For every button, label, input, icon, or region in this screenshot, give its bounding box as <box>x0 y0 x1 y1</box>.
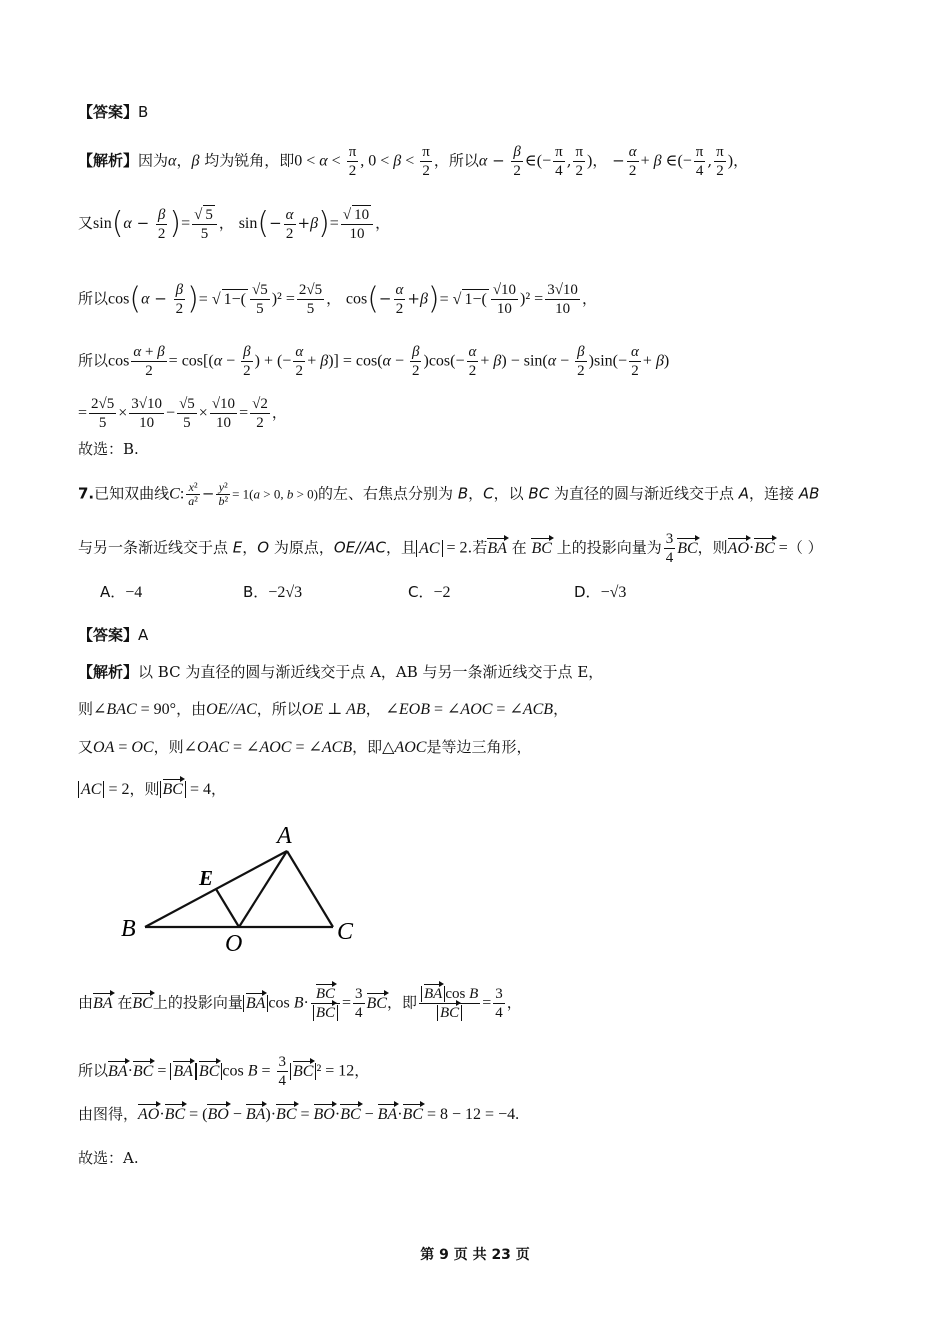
option-c: C．−2 <box>408 583 451 601</box>
page-footer: 第 9 页 共 23 页 <box>420 1247 530 1263</box>
q6-analysis-line3: 所以cos(α − $\frac{\beta}{2}$ )= √ 1−( $\frac{√5}{5}$ )² = $\frac{2√5}{5}$ ， cos(− $\frac{\alpha}{2}$ +β)= √ 1−( $\frac{√10}{10}$ )² = $\frac{3√10}{10}$ ， <box>78 281 597 317</box>
label-o: O <box>225 931 243 955</box>
label-b: B <box>121 916 136 942</box>
q6-analysis-line5: = $\frac{2√5}{5}$ × $\frac{3√10}{10}$ − $\frac{√5}{5}$ × $\frac{√10}{10}$ = $\frac{√2}{2}$ ， <box>78 396 287 431</box>
q7-analysis-line7: 由图得，AO·BC = (BO − BA)·BC = BO·BC − BA·BC = 8 − 12 = −4. <box>78 1105 520 1123</box>
q6-analysis-line1: 【解析】因为α，β 均为锐角，即0 < α < $\frac{\pi}{2}$ , 0 < β < $\frac{\pi}{2}$ ，所以α − $\frac{\beta}{2}$ ∈(− $\frac{\pi}{4}$ , $\frac{\pi}{2}$ )， − $\frac{\alpha}{2}$ + β ∈(− $\frac{\pi}{4}$ , $\frac{\pi}{2}$ )， <box>78 144 749 179</box>
segment-ac <box>287 851 333 927</box>
q7-analysis-line3: 又OA = OC，则∠OAC = ∠AOC = ∠ACB，即△AOC是等边三角形， <box>78 738 532 756</box>
q7-analysis-line1: 【解析】以 BC 为直径的圆与渐近线交于点 A，AB 与另一条渐近线交于点 E， <box>78 663 604 681</box>
option-d: D．−√3 <box>574 583 627 601</box>
q6-conclusion: 故选：B. <box>78 440 139 458</box>
q7-analysis-line6: 所以BA·BC = BA BC cos B = $\frac{3}{4}$ BC ² = 12， <box>78 1054 370 1089</box>
q7-conclusion: 故选：A. <box>78 1149 139 1167</box>
q7-analysis-line5: 由BA 在BC上的投影向量 BA cos B· $\frac{BC}{BC}$ = $\frac{3}{4}$ BC，即 $\frac{\text{BA cos B}}{BC}$ = $\frac{3}{4}$ ， <box>78 986 522 1021</box>
option-b: B．−2√3 <box>243 583 303 601</box>
option-a: A．−4 <box>100 583 143 601</box>
label-a: A <box>277 823 292 849</box>
segment-eo <box>216 889 239 927</box>
q6-analysis-line4: 所以cos $\frac{\alpha + \beta}{2}$ = cos[(α − $\frac{\beta}{2}$ ) + (− $\frac{\alpha}{2}$ + β)] = cos(α − $\frac{\beta}{2}$ )cos(− $\frac{\alpha}{2}$ + β) − sin(α − $\frac{\beta}{2}$ )sin(− $\frac{\alpha}{2}$ + β) <box>78 344 670 379</box>
q6-answer: 【答案】B <box>78 103 149 121</box>
q6-analysis-line2: 又sin(α − $\frac{\beta}{2}$ )= $\frac{√ 5}{5}$ ， sin(− $\frac{\alpha}{2}$ +β)= $\frac{√ 10}{10}$ ， <box>78 206 391 242</box>
label-e: E <box>199 866 214 890</box>
q7-analysis-line4: AC = 2，则 BC = 4， <box>78 779 226 800</box>
triangle-diagram <box>115 815 365 955</box>
q7-answer: 【答案】A <box>78 626 149 644</box>
segment-ao <box>239 851 287 927</box>
q7-analysis-line2: 则∠BAC = 90°，由OE//AC，所以OE ⊥ AB， ∠EOB = ∠AOC = ∠ACB， <box>78 700 569 718</box>
q7-stem-line2: 与另一条渐近线交于点 E，O 为原点，OE//AC，且 AC = 2.若BA 在 BC 上的投影向量为 $\frac{3}{4}$ BC，则AO·BC =（ ） <box>78 531 823 566</box>
label-c: C <box>337 919 354 945</box>
q7-stem-line1: 7.已知双曲线C: $\frac{\text{x²}}{\text{a²}}$ − $\frac{\text{y²}}{\text{b²}}$ = 1(a > 0, b > 0)的左、右焦点分别为 B，C，以 BC 为直径的圆与渐近线交于点 A，连接 AB <box>78 480 820 508</box>
